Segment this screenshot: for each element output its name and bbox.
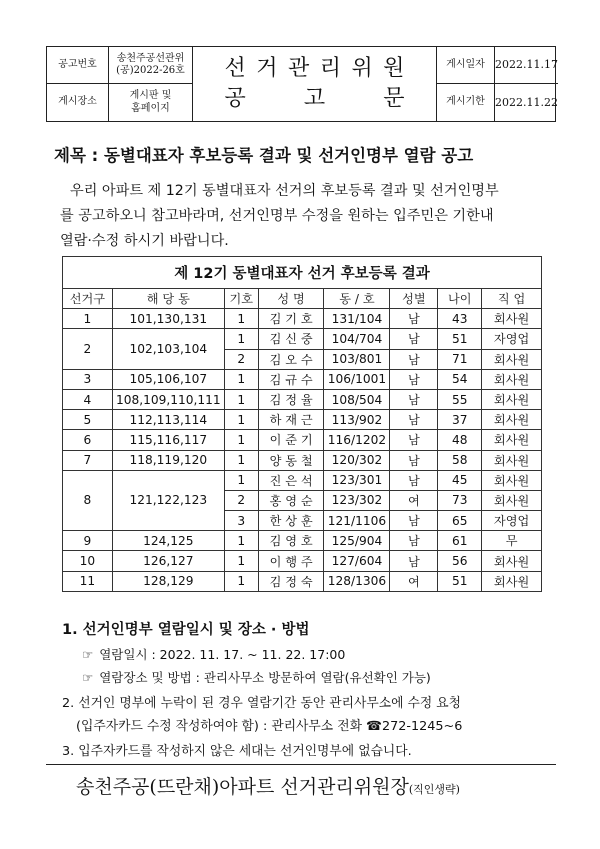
candidate-unit: 128/1306	[324, 571, 390, 591]
candidate-age: 65	[438, 511, 482, 531]
pointing-hand-icon: ☞	[82, 670, 94, 685]
section2-line1: 2. 선거인 명부에 누락이 된 경우 열람기간 동안 관리사무소에 수정 요청	[62, 696, 462, 711]
table-row	[63, 470, 542, 490]
column-header: 성 명	[258, 289, 324, 309]
candidate-unit: 116/1202	[324, 430, 390, 450]
intro-line-3: 열람·수정 하시기 바랍니다.	[60, 233, 229, 249]
district-number: 8	[63, 470, 113, 531]
notice-no-value	[109, 47, 193, 84]
table-row	[63, 309, 542, 329]
candidate-unit: 120/302	[324, 450, 390, 470]
section1-title: 1. 선거인명부 열람일시 및 장소 · 방법	[62, 622, 310, 638]
candidate-name: 김 정 율	[258, 389, 324, 409]
candidate-age: 71	[438, 349, 482, 369]
table-row	[63, 571, 542, 591]
title_chars_1-char: 원	[383, 56, 405, 82]
candidate-job: 회사원	[482, 470, 542, 490]
candidate-name: 김 오 수	[258, 349, 324, 369]
candidate-num: 1	[224, 551, 258, 571]
candidate-gender: 남	[390, 410, 438, 430]
candidate-num: 3	[224, 511, 258, 531]
title_chars_1-char: 거	[256, 56, 278, 82]
district-dongs: 105,106,107	[112, 369, 224, 389]
district-dongs: 112,113,114	[112, 410, 224, 430]
candidate-num: 2	[224, 349, 258, 369]
district-dongs: 128,129	[112, 571, 224, 591]
footer-divider	[46, 764, 556, 765]
column-header: 해 당 동	[112, 289, 224, 309]
candidate-job: 자영업	[482, 511, 542, 531]
candidate-unit: 125/904	[324, 531, 390, 551]
section1-item1	[82, 645, 345, 663]
table-header-row	[63, 289, 542, 309]
candidate-gender: 여	[390, 490, 438, 510]
post-date-label: 게시일자	[437, 47, 495, 84]
candidate-job: 회사원	[482, 551, 542, 571]
candidate-gender: 남	[390, 309, 438, 329]
candidate-num: 1	[224, 430, 258, 450]
column-header: 선거구	[63, 289, 113, 309]
candidate-age: 51	[438, 571, 482, 591]
table-row	[63, 531, 542, 551]
candidate-name: 김 영 호	[258, 531, 324, 551]
deadline-value: 2022.11.22	[495, 95, 558, 109]
candidate-num: 1	[224, 571, 258, 591]
candidate-num: 1	[224, 450, 258, 470]
candidate-age: 73	[438, 490, 482, 510]
district-dongs: 118,119,120	[112, 450, 224, 470]
candidate-unit: 131/104	[324, 309, 390, 329]
candidate-job: 무	[482, 531, 542, 551]
table-caption: 제 12기 동별대표자 선거 후보등록 결과	[63, 257, 542, 289]
column-header: 직 업	[482, 289, 542, 309]
footer-seal-note: (직인생략)	[408, 783, 460, 796]
table-row	[63, 551, 542, 571]
candidate-name: 진 은 석	[258, 470, 324, 490]
title_chars_2-char: 고	[303, 86, 326, 111]
subject-line: 제목 : 동별대표자 후보등록 결과 및 선거인명부 열람 공고	[54, 146, 474, 165]
intro-line-2: 를 공고하오니 참고바라며, 선거인명부 수정을 원하는 입주민은 기한내	[60, 208, 494, 224]
candidate-num: 1	[224, 410, 258, 430]
candidate-unit: 103/801	[324, 349, 390, 369]
district-number: 11	[63, 571, 113, 591]
column-header: 성별	[390, 289, 438, 309]
candidate-gender: 남	[390, 531, 438, 551]
candidate-gender: 남	[390, 329, 438, 349]
title_chars_1-char: 리	[319, 56, 341, 82]
district-number: 10	[63, 551, 113, 571]
candidate-unit: 123/302	[324, 490, 390, 510]
candidate-age: 43	[438, 309, 482, 329]
title_chars_1-char: 위	[351, 56, 373, 82]
candidate-unit: 123/301	[324, 470, 390, 490]
candidate-job: 회사원	[482, 490, 542, 510]
candidate-name: 김 규 수	[258, 369, 324, 389]
district-dongs: 115,116,117	[112, 430, 224, 450]
title_chars_1-char: 선	[224, 56, 246, 82]
district-number: 1	[63, 309, 113, 329]
candidate-job: 회사원	[482, 410, 542, 430]
table-row	[63, 389, 542, 409]
candidate-age: 48	[438, 430, 482, 450]
candidate-job: 회사원	[482, 369, 542, 389]
district-number: 3	[63, 369, 113, 389]
notice-no-line1: 송천주공선관위	[116, 52, 185, 64]
intro-line-1: 우리 아파트 제 12기 동별대표자 선거의 후보등록 결과 및 선거인명부	[70, 183, 499, 199]
district-number: 4	[63, 389, 113, 409]
table-row	[63, 430, 542, 450]
table-row	[63, 410, 542, 430]
district-dongs: 108,109,110,111	[112, 389, 224, 409]
post-date-value: 2022.11.17	[495, 47, 558, 84]
table-row	[63, 450, 542, 470]
district-number: 6	[63, 430, 113, 450]
notice-no-line2: (공)2022-26호	[116, 65, 185, 76]
district-dongs: 101,130,131	[112, 309, 224, 329]
candidate-table	[62, 256, 542, 592]
candidate-name: 양 동 철	[258, 450, 324, 470]
candidate-age: 61	[438, 531, 482, 551]
candidate-unit: 106/1001	[324, 369, 390, 389]
candidate-job: 회사원	[482, 349, 542, 369]
title_chars_1-char: 관	[287, 56, 310, 82]
candidate-name: 이 준 기	[258, 430, 324, 450]
table-row	[63, 369, 542, 389]
notice-header	[46, 46, 556, 122]
candidate-unit: 104/704	[324, 329, 390, 349]
district-dongs: 102,103,104	[112, 329, 224, 369]
place-label: 게시장소	[47, 84, 109, 121]
candidate-age: 51	[438, 329, 482, 349]
candidate-gender: 남	[390, 470, 438, 490]
candidate-age: 58	[438, 450, 482, 470]
candidate-num: 2	[224, 490, 258, 510]
district-dongs: 124,125	[112, 531, 224, 551]
district-number: 2	[63, 329, 113, 369]
title-line-1	[225, 54, 405, 84]
candidate-num: 1	[224, 470, 258, 490]
candidate-gender: 남	[390, 349, 438, 369]
section3: 3. 입주자카드를 작성하지 않은 세대는 선거인명부에 없습니다.	[62, 744, 412, 759]
candidate-num: 1	[224, 389, 258, 409]
candidate-name: 한 상 훈	[258, 511, 324, 531]
candidate-age: 54	[438, 369, 482, 389]
candidate-gender: 남	[390, 369, 438, 389]
title_chars_2-char: 문	[383, 86, 405, 111]
title_chars_2-char: 공	[224, 86, 246, 111]
column-header: 동 / 호	[324, 289, 390, 309]
candidate-name: 이 행 주	[258, 551, 324, 571]
notice-title	[193, 47, 437, 121]
title-line-2	[225, 84, 405, 114]
district-number: 7	[63, 450, 113, 470]
section2	[62, 692, 462, 738]
candidate-gender: 남	[390, 511, 438, 531]
section1-item2	[82, 668, 431, 686]
candidate-unit: 121/1106	[324, 511, 390, 531]
district-dongs: 121,122,123	[112, 470, 224, 531]
intro-paragraph	[60, 179, 550, 254]
place-line2: 홈페이지	[131, 102, 170, 114]
candidate-unit: 113/902	[324, 410, 390, 430]
candidate-num: 1	[224, 309, 258, 329]
candidate-unit: 108/504	[324, 389, 390, 409]
column-header: 기호	[224, 289, 258, 309]
table-body	[63, 309, 542, 592]
notice-no-label: 공고번호	[47, 47, 109, 84]
candidate-name: 김 정 숙	[258, 571, 324, 591]
candidate-job: 회사원	[482, 450, 542, 470]
candidate-name: 홍 영 순	[258, 490, 324, 510]
candidate-job: 자영업	[482, 329, 542, 349]
footer-signature	[76, 772, 460, 799]
candidate-gender: 여	[390, 571, 438, 591]
candidate-age: 56	[438, 551, 482, 571]
pointing-hand-icon: ☞	[82, 647, 94, 662]
district-number: 9	[63, 531, 113, 551]
candidate-name: 김 신 중	[258, 329, 324, 349]
place-line1: 게시판 및	[129, 90, 172, 101]
candidate-job: 회사원	[482, 571, 542, 591]
candidate-unit: 127/604	[324, 551, 390, 571]
district-number: 5	[63, 410, 113, 430]
candidate-job: 회사원	[482, 389, 542, 409]
place-value	[109, 84, 193, 121]
candidate-num: 1	[224, 531, 258, 551]
candidate-age: 37	[438, 410, 482, 430]
candidate-name: 하 재 근	[258, 410, 324, 430]
candidate-num: 1	[224, 329, 258, 349]
section1-item1-text: 열람일시 : 2022. 11. 17. ~ 11. 22. 17:00	[99, 647, 346, 662]
candidate-age: 45	[438, 470, 482, 490]
candidate-gender: 남	[390, 450, 438, 470]
deadline-label: 게시기한	[437, 84, 495, 121]
candidate-gender: 남	[390, 389, 438, 409]
candidate-gender: 남	[390, 430, 438, 450]
footer-main: 송천주공(뜨란채)아파트 선거관리위원장	[76, 776, 409, 798]
candidate-num: 1	[224, 369, 258, 389]
candidate-job: 회사원	[482, 309, 542, 329]
district-dongs: 126,127	[112, 551, 224, 571]
section1-item2-text: 열람장소 및 방법 : 관리사무소 방문하여 열람(유선확인 가능)	[99, 670, 431, 685]
section2-line2: (입주자카드 수정 작성하여야 함) : 관리사무소 전화 ☎272-1245~6	[76, 719, 463, 734]
candidate-gender: 남	[390, 551, 438, 571]
candidate-job: 회사원	[482, 430, 542, 450]
candidate-age: 55	[438, 389, 482, 409]
column-header: 나이	[438, 289, 482, 309]
candidate-name: 김 기 호	[258, 309, 324, 329]
table-row	[63, 329, 542, 349]
